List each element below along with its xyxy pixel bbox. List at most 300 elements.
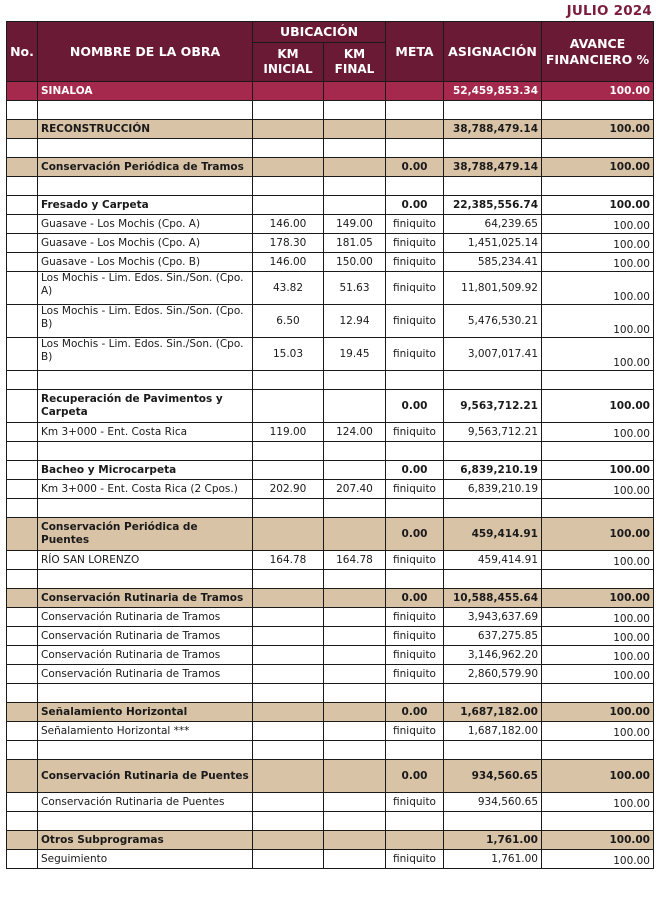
row-asignacion-cell: 637,275.85 (444, 627, 542, 646)
row-km-inicial-cell (253, 196, 324, 215)
state-row (7, 82, 654, 101)
row-meta-cell: finiquito (386, 646, 444, 665)
row-name-cell (38, 442, 253, 461)
row-name-cell: Los Mochis - Lim. Edos. Sin./Son. (Cpo. A) (38, 272, 253, 305)
row-meta-cell: finiquito (386, 551, 444, 570)
row-avance-cell: 100.00 (542, 589, 654, 608)
row-asignacion-cell (444, 812, 542, 831)
row-meta-cell: finiquito (386, 423, 444, 442)
row-name-cell: SINALOA (38, 82, 253, 101)
table-row (7, 722, 654, 741)
row-asignacion-cell (444, 684, 542, 703)
sub-row (7, 390, 654, 423)
row-no-cell (7, 139, 38, 158)
row-asignacion-cell: 2,860,579.90 (444, 665, 542, 684)
row-km-final-cell (324, 196, 386, 215)
row-km-final-cell (324, 139, 386, 158)
row-meta-cell: finiquito (386, 272, 444, 305)
row-meta-cell: finiquito (386, 253, 444, 272)
table-row (7, 338, 654, 371)
row-avance-cell: 100.00 (542, 196, 654, 215)
row-no-cell (7, 646, 38, 665)
table-row (7, 253, 654, 272)
row-name-cell: Conservación Rutinaria de Tramos (38, 665, 253, 684)
row-no-cell (7, 831, 38, 850)
row-asignacion-cell: 6,839,210.19 (444, 461, 542, 480)
row-name-cell (38, 371, 253, 390)
row-avance-cell: 100.00 (542, 82, 654, 101)
row-km-inicial-cell: 43.82 (253, 272, 324, 305)
row-km-inicial-cell (253, 499, 324, 518)
spacer-row (7, 499, 654, 518)
group-row (7, 158, 654, 177)
spacer-row (7, 741, 654, 760)
table-row (7, 608, 654, 627)
row-asignacion-cell: 11,801,509.92 (444, 272, 542, 305)
row-name-cell (38, 139, 253, 158)
row-km-inicial-cell (253, 461, 324, 480)
row-name-cell: RÍO SAN LORENZO (38, 551, 253, 570)
row-name-cell: Conservación Rutinaria de Tramos (38, 627, 253, 646)
row-km-final-cell (324, 684, 386, 703)
row-km-inicial-cell: 6.50 (253, 305, 324, 338)
row-meta-cell (386, 371, 444, 390)
row-asignacion-cell: 585,234.41 (444, 253, 542, 272)
table-row (7, 793, 654, 812)
row-no-cell (7, 703, 38, 722)
row-name-cell: Señalamiento Horizontal (38, 703, 253, 722)
row-km-inicial-cell (253, 518, 324, 551)
col-header-meta: META (386, 22, 444, 82)
table-row (7, 850, 654, 869)
row-km-final-cell (324, 390, 386, 423)
spacer-row (7, 101, 654, 120)
row-asignacion-cell: 934,560.65 (444, 793, 542, 812)
row-km-inicial-cell (253, 390, 324, 423)
row-km-final-cell (324, 665, 386, 684)
row-km-final-cell: 150.00 (324, 253, 386, 272)
row-name-cell: Km 3+000 - Ent. Costa Rica (2 Cpos.) (38, 480, 253, 499)
row-no-cell (7, 390, 38, 423)
row-km-final-cell: 207.40 (324, 480, 386, 499)
row-km-final-cell (324, 646, 386, 665)
row-name-cell (38, 741, 253, 760)
row-asignacion-cell: 1,761.00 (444, 831, 542, 850)
row-km-inicial-cell (253, 177, 324, 196)
row-asignacion-cell: 1,687,182.00 (444, 722, 542, 741)
row-meta-cell: 0.00 (386, 461, 444, 480)
row-avance-cell: 100.00 (542, 665, 654, 684)
row-no-cell (7, 570, 38, 589)
col-header-km-final: KM FINAL (324, 43, 386, 82)
row-no-cell (7, 196, 38, 215)
row-no-cell (7, 215, 38, 234)
row-km-final-cell: 12.94 (324, 305, 386, 338)
row-km-inicial-cell: 146.00 (253, 253, 324, 272)
row-avance-cell (542, 101, 654, 120)
row-asignacion-cell: 9,563,712.21 (444, 423, 542, 442)
row-name-cell (38, 499, 253, 518)
sub-row (7, 461, 654, 480)
row-km-final-cell (324, 722, 386, 741)
row-asignacion-cell (444, 101, 542, 120)
row-no-cell (7, 518, 38, 551)
row-avance-cell: 100.00 (542, 850, 654, 869)
row-meta-cell: finiquito (386, 480, 444, 499)
row-name-cell: Seguimiento (38, 850, 253, 869)
row-name-cell (38, 812, 253, 831)
row-meta-cell: 0.00 (386, 390, 444, 423)
row-km-inicial-cell (253, 703, 324, 722)
row-avance-cell: 100.00 (542, 120, 654, 139)
row-no-cell (7, 722, 38, 741)
row-km-inicial-cell (253, 760, 324, 793)
row-km-inicial-cell (253, 684, 324, 703)
row-km-inicial-cell (253, 608, 324, 627)
row-name-cell: Conservación Periódica de Tramos (38, 158, 253, 177)
row-asignacion-cell: 9,563,712.21 (444, 390, 542, 423)
spacer-row (7, 442, 654, 461)
row-name-cell: Conservación Rutinaria de Tramos (38, 608, 253, 627)
row-avance-cell: 100.00 (542, 518, 654, 551)
table-row (7, 646, 654, 665)
row-km-final-cell (324, 741, 386, 760)
row-km-inicial-cell (253, 627, 324, 646)
sub-row (7, 196, 654, 215)
row-no-cell (7, 589, 38, 608)
row-no-cell (7, 793, 38, 812)
row-km-inicial-cell: 202.90 (253, 480, 324, 499)
row-name-cell: Otros Subprogramas (38, 831, 253, 850)
row-avance-cell: 100.00 (542, 831, 654, 850)
row-km-inicial-cell (253, 120, 324, 139)
row-km-inicial-cell (253, 850, 324, 869)
row-asignacion-cell (444, 499, 542, 518)
row-km-final-cell: 19.45 (324, 338, 386, 371)
row-meta-cell: finiquito (386, 665, 444, 684)
row-km-final-cell: 124.00 (324, 423, 386, 442)
row-meta-cell: 0.00 (386, 158, 444, 177)
spacer-row (7, 177, 654, 196)
row-km-final-cell (324, 518, 386, 551)
table-row (7, 215, 654, 234)
row-km-inicial-cell: 164.78 (253, 551, 324, 570)
row-asignacion-cell: 3,146,962.20 (444, 646, 542, 665)
row-avance-cell: 100.00 (542, 793, 654, 812)
row-no-cell (7, 101, 38, 120)
row-name-cell: Conservación Periódica de Puentes (38, 518, 253, 551)
row-name-cell: Recuperación de Pavimentos y Carpeta (38, 390, 253, 423)
row-avance-cell: 100.00 (542, 608, 654, 627)
row-asignacion-cell (444, 371, 542, 390)
row-meta-cell: finiquito (386, 608, 444, 627)
row-name-cell: Bacheo y Microcarpeta (38, 461, 253, 480)
group-row (7, 120, 654, 139)
row-km-inicial-cell (253, 831, 324, 850)
row-km-inicial-cell (253, 665, 324, 684)
row-km-inicial-cell (253, 793, 324, 812)
row-km-inicial-cell: 119.00 (253, 423, 324, 442)
row-asignacion-cell: 5,476,530.21 (444, 305, 542, 338)
row-meta-cell (386, 499, 444, 518)
row-km-final-cell (324, 793, 386, 812)
row-km-final-cell: 181.05 (324, 234, 386, 253)
row-km-final-cell (324, 177, 386, 196)
row-asignacion-cell (444, 139, 542, 158)
row-avance-cell (542, 499, 654, 518)
row-meta-cell (386, 570, 444, 589)
group-row (7, 703, 654, 722)
row-avance-cell (542, 442, 654, 461)
row-avance-cell: 100.00 (542, 158, 654, 177)
table-body (7, 82, 654, 869)
row-avance-cell (542, 812, 654, 831)
row-no-cell (7, 234, 38, 253)
row-km-final-cell (324, 371, 386, 390)
row-avance-cell: 100.00 (542, 760, 654, 793)
spacer-row (7, 684, 654, 703)
row-avance-cell: 100.00 (542, 722, 654, 741)
row-km-final-cell (324, 158, 386, 177)
row-asignacion-cell: 3,007,017.41 (444, 338, 542, 371)
row-meta-cell (386, 139, 444, 158)
row-asignacion-cell: 459,414.91 (444, 518, 542, 551)
spacer-row (7, 371, 654, 390)
row-no-cell (7, 551, 38, 570)
row-km-final-cell (324, 120, 386, 139)
row-avance-cell: 100.00 (542, 627, 654, 646)
row-name-cell: Conservación Rutinaria de Tramos (38, 646, 253, 665)
row-km-final-cell (324, 831, 386, 850)
row-avance-cell (542, 570, 654, 589)
row-km-inicial-cell (253, 741, 324, 760)
row-asignacion-cell: 1,761.00 (444, 850, 542, 869)
row-asignacion-cell (444, 741, 542, 760)
row-avance-cell: 100.00 (542, 215, 654, 234)
row-km-inicial-cell (253, 646, 324, 665)
row-km-final-cell (324, 499, 386, 518)
row-no-cell (7, 338, 38, 371)
row-km-final-cell (324, 703, 386, 722)
row-name-cell (38, 684, 253, 703)
row-avance-cell: 100.00 (542, 423, 654, 442)
row-no-cell (7, 760, 38, 793)
row-no-cell (7, 371, 38, 390)
row-avance-cell (542, 139, 654, 158)
row-km-final-cell (324, 760, 386, 793)
row-asignacion-cell: 6,839,210.19 (444, 480, 542, 499)
row-km-inicial-cell (253, 101, 324, 120)
row-avance-cell (542, 741, 654, 760)
row-no-cell (7, 665, 38, 684)
row-km-final-cell (324, 589, 386, 608)
row-name-cell (38, 177, 253, 196)
row-km-inicial-cell (253, 812, 324, 831)
row-avance-cell: 100.00 (542, 551, 654, 570)
row-meta-cell: 0.00 (386, 196, 444, 215)
col-header-nombre: NOMBRE DE LA OBRA (38, 22, 253, 82)
row-meta-cell (386, 812, 444, 831)
row-avance-cell: 100.00 (542, 480, 654, 499)
row-no-cell (7, 812, 38, 831)
table-row (7, 272, 654, 305)
row-meta-cell: finiquito (386, 234, 444, 253)
row-meta-cell (386, 120, 444, 139)
row-avance-cell: 100.00 (542, 703, 654, 722)
row-meta-cell (386, 684, 444, 703)
row-km-inicial-cell: 146.00 (253, 215, 324, 234)
row-km-inicial-cell: 178.30 (253, 234, 324, 253)
group-row (7, 589, 654, 608)
row-no-cell (7, 461, 38, 480)
row-meta-cell (386, 831, 444, 850)
row-name-cell: RECONSTRUCCIÓN (38, 120, 253, 139)
row-meta-cell: 0.00 (386, 518, 444, 551)
row-name-cell (38, 101, 253, 120)
table-row (7, 551, 654, 570)
row-km-inicial-cell (253, 158, 324, 177)
group-row (7, 831, 654, 850)
row-avance-cell (542, 371, 654, 390)
row-meta-cell (386, 101, 444, 120)
row-asignacion-cell: 1,451,025.14 (444, 234, 542, 253)
row-asignacion-cell: 22,385,556.74 (444, 196, 542, 215)
row-asignacion-cell: 52,459,853.34 (444, 82, 542, 101)
row-km-final-cell (324, 627, 386, 646)
row-avance-cell: 100.00 (542, 234, 654, 253)
row-km-final-cell: 164.78 (324, 551, 386, 570)
row-asignacion-cell (444, 177, 542, 196)
row-name-cell: Conservación Rutinaria de Tramos (38, 589, 253, 608)
row-name-cell: Los Mochis - Lim. Edos. Sin./Son. (Cpo. B) (38, 338, 253, 371)
row-km-final-cell (324, 812, 386, 831)
row-km-inicial-cell (253, 442, 324, 461)
row-meta-cell: finiquito (386, 305, 444, 338)
row-avance-cell: 100.00 (542, 305, 654, 338)
table-row (7, 305, 654, 338)
row-meta-cell: finiquito (386, 850, 444, 869)
row-no-cell (7, 850, 38, 869)
spacer-row (7, 139, 654, 158)
col-header-asignacion: ASIGNACIÓN (444, 22, 542, 82)
table-row (7, 627, 654, 646)
row-no-cell (7, 158, 38, 177)
row-km-inicial-cell (253, 139, 324, 158)
row-avance-cell: 100.00 (542, 253, 654, 272)
row-km-final-cell (324, 101, 386, 120)
table-row (7, 423, 654, 442)
row-avance-cell: 100.00 (542, 390, 654, 423)
col-header-ubicacion: UBICACIÓN (253, 22, 386, 43)
group-row (7, 760, 654, 793)
row-km-final-cell (324, 850, 386, 869)
col-header-no: No. (7, 22, 38, 82)
row-meta-cell (386, 82, 444, 101)
row-name-cell: Km 3+000 - Ent. Costa Rica (38, 423, 253, 442)
group-row (7, 518, 654, 551)
row-no-cell (7, 499, 38, 518)
row-km-inicial-cell: 15.03 (253, 338, 324, 371)
row-name-cell: Guasave - Los Mochis (Cpo. B) (38, 253, 253, 272)
row-asignacion-cell: 3,943,637.69 (444, 608, 542, 627)
row-avance-cell: 100.00 (542, 646, 654, 665)
row-name-cell: Conservación Rutinaria de Puentes (38, 793, 253, 812)
row-asignacion-cell: 38,788,479.14 (444, 158, 542, 177)
row-km-final-cell: 149.00 (324, 215, 386, 234)
row-meta-cell: finiquito (386, 793, 444, 812)
table-row (7, 665, 654, 684)
row-avance-cell: 100.00 (542, 272, 654, 305)
row-meta-cell: finiquito (386, 627, 444, 646)
row-meta-cell (386, 442, 444, 461)
works-table (6, 21, 654, 869)
row-no-cell (7, 272, 38, 305)
row-asignacion-cell (444, 570, 542, 589)
row-name-cell: Fresado y Carpeta (38, 196, 253, 215)
row-no-cell (7, 442, 38, 461)
row-km-inicial-cell (253, 82, 324, 101)
row-meta-cell (386, 741, 444, 760)
table-row (7, 480, 654, 499)
row-meta-cell: 0.00 (386, 760, 444, 793)
spacer-row (7, 570, 654, 589)
table-row (7, 234, 654, 253)
row-no-cell (7, 480, 38, 499)
row-asignacion-cell (444, 442, 542, 461)
row-no-cell (7, 608, 38, 627)
row-name-cell: Guasave - Los Mochis (Cpo. A) (38, 234, 253, 253)
row-asignacion-cell: 10,588,455.64 (444, 589, 542, 608)
row-no-cell (7, 253, 38, 272)
row-meta-cell: finiquito (386, 215, 444, 234)
row-no-cell (7, 120, 38, 139)
row-asignacion-cell: 1,687,182.00 (444, 703, 542, 722)
row-km-inicial-cell (253, 570, 324, 589)
row-avance-cell (542, 684, 654, 703)
row-meta-cell (386, 177, 444, 196)
row-km-final-cell (324, 570, 386, 589)
row-km-final-cell (324, 82, 386, 101)
row-no-cell (7, 423, 38, 442)
row-name-cell: Los Mochis - Lim. Edos. Sin./Son. (Cpo. B) (38, 305, 253, 338)
row-no-cell (7, 305, 38, 338)
row-no-cell (7, 82, 38, 101)
row-no-cell (7, 627, 38, 646)
row-asignacion-cell: 934,560.65 (444, 760, 542, 793)
row-no-cell (7, 684, 38, 703)
row-asignacion-cell: 459,414.91 (444, 551, 542, 570)
row-meta-cell: finiquito (386, 722, 444, 741)
row-name-cell: Señalamiento Horizontal *** (38, 722, 253, 741)
row-meta-cell: 0.00 (386, 703, 444, 722)
row-no-cell (7, 741, 38, 760)
row-km-final-cell (324, 608, 386, 627)
row-asignacion-cell: 64,239.65 (444, 215, 542, 234)
row-meta-cell: 0.00 (386, 589, 444, 608)
report-period: JULIO 2024 (566, 3, 652, 19)
row-km-inicial-cell (253, 371, 324, 390)
row-name-cell: Conservación Rutinaria de Puentes (38, 760, 253, 793)
row-km-final-cell (324, 442, 386, 461)
row-meta-cell: finiquito (386, 338, 444, 371)
row-name-cell: Guasave - Los Mochis (Cpo. A) (38, 215, 253, 234)
row-name-cell (38, 570, 253, 589)
row-avance-cell: 100.00 (542, 461, 654, 480)
col-header-km-inicial: KM INICIAL (253, 43, 324, 82)
row-asignacion-cell: 38,788,479.14 (444, 120, 542, 139)
row-km-inicial-cell (253, 589, 324, 608)
row-km-inicial-cell (253, 722, 324, 741)
